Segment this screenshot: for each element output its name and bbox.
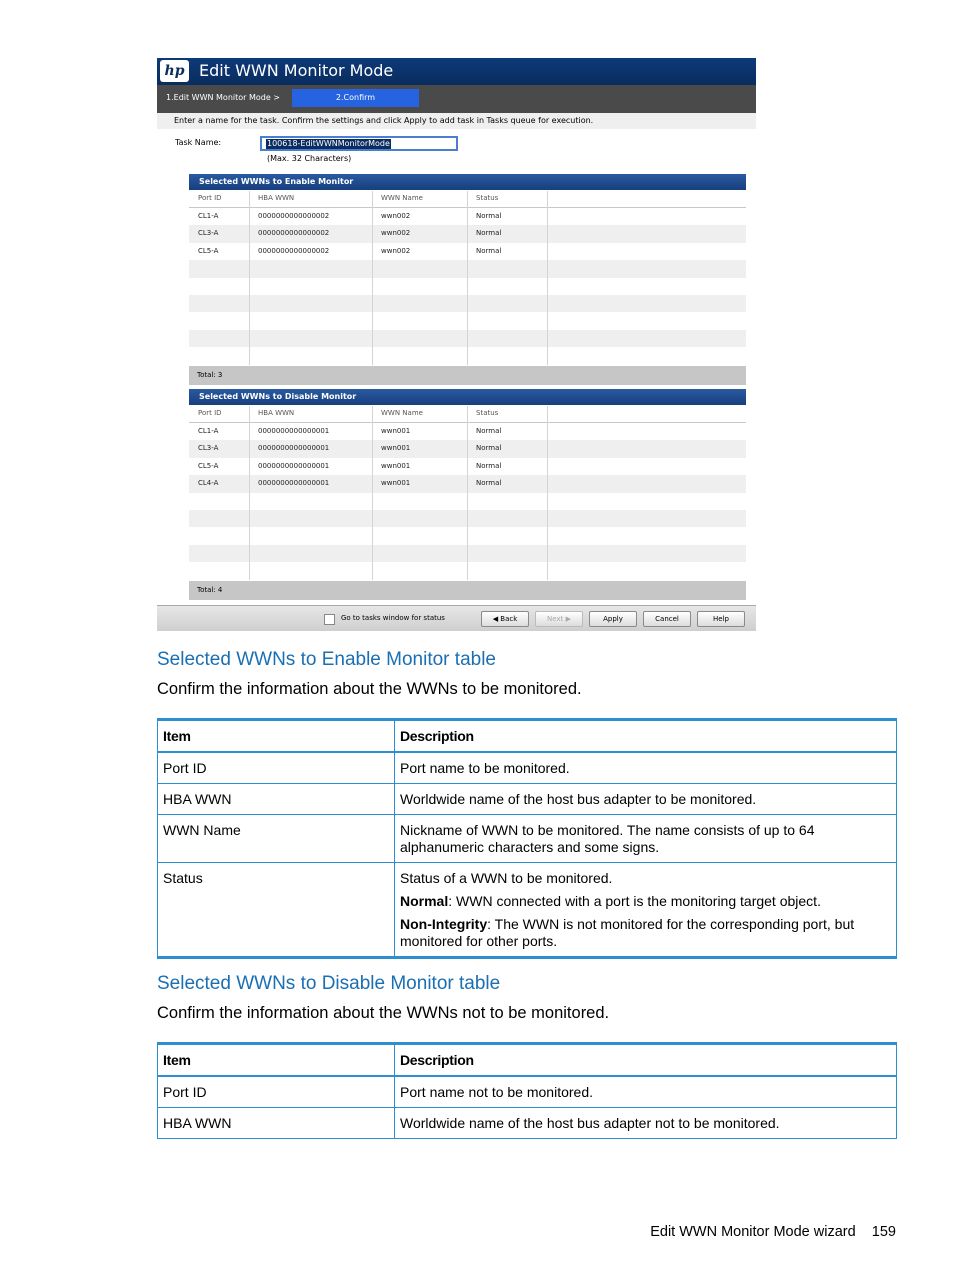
enable-monitor-grid [189, 174, 746, 385]
grid-total: Total: 4 [189, 581, 746, 600]
description-cell: Worldwide name of the host bus adapter to be monitored. [395, 784, 897, 815]
page-number: 159 [871, 1224, 896, 1240]
port-id-cell: CL4-A [198, 479, 219, 488]
go-to-tasks-checkbox[interactable] [324, 614, 335, 625]
port-id-cell: CL5-A [198, 246, 219, 255]
hba-wwn-cell: 0000000000000001 [258, 444, 330, 453]
table-header-row [158, 720, 897, 753]
column-divider [467, 406, 468, 580]
column-divider [467, 191, 468, 365]
go-to-tasks-label: Go to tasks window for status [341, 614, 445, 622]
disable-monitor-table [157, 1042, 897, 1139]
item-cell: Port ID [158, 752, 395, 784]
task-name-input[interactable] [260, 136, 458, 151]
normal-desc: : WWN connected with a port is the monitoring target object. [448, 893, 821, 909]
description-cell: Nickname of WWN to be monitored. The name consists of up to 64 alphanumeric characters and some signs. [395, 815, 897, 863]
wwn-name-cell: wwn001 [381, 444, 411, 453]
status-desc: Status of a WWN to be monitored. [400, 870, 613, 886]
port-id-cell: CL3-A [198, 444, 219, 453]
column-status[interactable]: Status [476, 194, 499, 202]
task-name-value: 100618-EditWWNMonitorMode [267, 139, 390, 148]
header-item: Item [158, 1044, 395, 1077]
column-port-id[interactable]: Port ID [198, 194, 222, 202]
status-non-integrity [400, 916, 891, 950]
port-id-cell: CL3-A [198, 229, 219, 238]
section-title-enable: Selected WWNs to Enable Monitor table [157, 649, 496, 670]
button-bar [157, 605, 756, 631]
port-id-cell: CL1-A [198, 212, 219, 220]
description-cell: Port name to be monitored. [395, 752, 897, 784]
header-description: Description [395, 720, 897, 753]
column-status[interactable]: Status [476, 409, 499, 417]
disable-monitor-grid [189, 389, 746, 600]
wwn-name-cell: wwn002 [381, 229, 411, 238]
item-cell: HBA WWN [158, 784, 395, 815]
normal-term: Normal [400, 893, 449, 909]
apply-button[interactable]: Apply [589, 611, 637, 627]
footer-title: Edit WWN Monitor Mode wizard [650, 1224, 856, 1240]
hba-wwn-cell: 0000000000000002 [258, 212, 330, 220]
instruction-bar [157, 113, 756, 129]
column-port-id[interactable]: Port ID [198, 409, 222, 417]
port-id-cell: CL1-A [198, 427, 219, 435]
back-button[interactable]: ◀ Back [481, 611, 529, 627]
wwn-name-cell: wwn001 [381, 461, 411, 470]
hp-logo: hp [160, 60, 189, 82]
status-normal [400, 893, 891, 910]
grid-total: Total: 3 [189, 366, 746, 385]
column-divider [372, 406, 373, 580]
item-cell: Port ID [158, 1076, 395, 1108]
task-name-label: Task Name: [175, 138, 222, 147]
column-divider [372, 191, 373, 365]
wwn-name-cell: wwn002 [381, 246, 411, 255]
dialog-title: Edit WWN Monitor Mode [199, 61, 394, 80]
step-confirm[interactable]: 2.Confirm [292, 89, 419, 107]
column-hba-wwn[interactable]: HBA WWN [258, 194, 295, 202]
column-divider [249, 406, 250, 580]
item-cell: Status [158, 863, 395, 958]
help-button[interactable]: Help [697, 611, 745, 627]
hba-wwn-cell: 0000000000000002 [258, 229, 330, 238]
port-id-cell: CL5-A [198, 461, 219, 470]
description-cell [395, 863, 897, 958]
description-cell: Worldwide name of the host bus adapter not to be monitored. [395, 1108, 897, 1139]
table-row [158, 1108, 897, 1139]
status-cell: Normal [476, 461, 502, 470]
table-header-row [158, 1044, 897, 1077]
column-wwn-name[interactable]: WWN Name [381, 409, 423, 417]
hba-wwn-cell: 0000000000000001 [258, 479, 330, 488]
wizard-steps [157, 85, 756, 113]
section-intro-enable: Confirm the information about the WWNs to be monitored. [157, 680, 582, 698]
table-row [158, 863, 897, 958]
wwn-name-cell: wwn001 [381, 479, 411, 488]
status-cell: Normal [476, 246, 502, 255]
hba-wwn-cell: 0000000000000002 [258, 246, 330, 255]
dialog-title-bar [157, 58, 756, 85]
step-edit[interactable]: 1.Edit WWN Monitor Mode > [166, 93, 281, 102]
item-cell: HBA WWN [158, 1108, 395, 1139]
enable-monitor-table [157, 718, 897, 959]
task-name-hint: (Max. 32 Characters) [267, 154, 352, 163]
non-integrity-term: Non-Integrity [400, 916, 488, 932]
hba-wwn-cell: 0000000000000001 [258, 427, 330, 435]
status-cell: Normal [476, 479, 502, 488]
column-wwn-name[interactable]: WWN Name [381, 194, 423, 202]
status-cell: Normal [476, 229, 502, 238]
column-hba-wwn[interactable]: HBA WWN [258, 409, 295, 417]
table-row [158, 1076, 897, 1108]
wwn-name-cell: wwn001 [381, 427, 411, 435]
next-button[interactable]: Next ▶ [535, 611, 583, 627]
table-row [158, 752, 897, 784]
column-divider [547, 406, 548, 580]
item-cell: WWN Name [158, 815, 395, 863]
description-cell: Port name not to be monitored. [395, 1076, 897, 1108]
wwn-name-cell: wwn002 [381, 212, 411, 220]
column-divider [547, 191, 548, 365]
table-row [158, 815, 897, 863]
section-intro-disable: Confirm the information about the WWNs not to be monitored. [157, 1004, 610, 1022]
grid-title: Selected WWNs to Enable Monitor [189, 174, 746, 190]
hba-wwn-cell: 0000000000000001 [258, 461, 330, 470]
status-cell: Normal [476, 212, 502, 220]
column-divider [249, 191, 250, 365]
page-footer [650, 1223, 896, 1241]
section-title-disable: Selected WWNs to Disable Monitor table [157, 973, 501, 994]
table-row [158, 784, 897, 815]
non-integrity-desc: : The WWN is not monitored for the corresponding port, but monitored for other ports. [400, 916, 855, 949]
grid-title: Selected WWNs to Disable Monitor [189, 389, 746, 405]
header-item: Item [158, 720, 395, 753]
cancel-button[interactable]: Cancel [643, 611, 691, 627]
wizard-screenshot [157, 58, 756, 630]
instruction-text: Enter a name for the task. Confirm the settings and click Apply to add task in Tasks queue for execution. [174, 116, 594, 125]
header-description: Description [395, 1044, 897, 1077]
status-cell: Normal [476, 444, 502, 453]
status-cell: Normal [476, 427, 502, 435]
